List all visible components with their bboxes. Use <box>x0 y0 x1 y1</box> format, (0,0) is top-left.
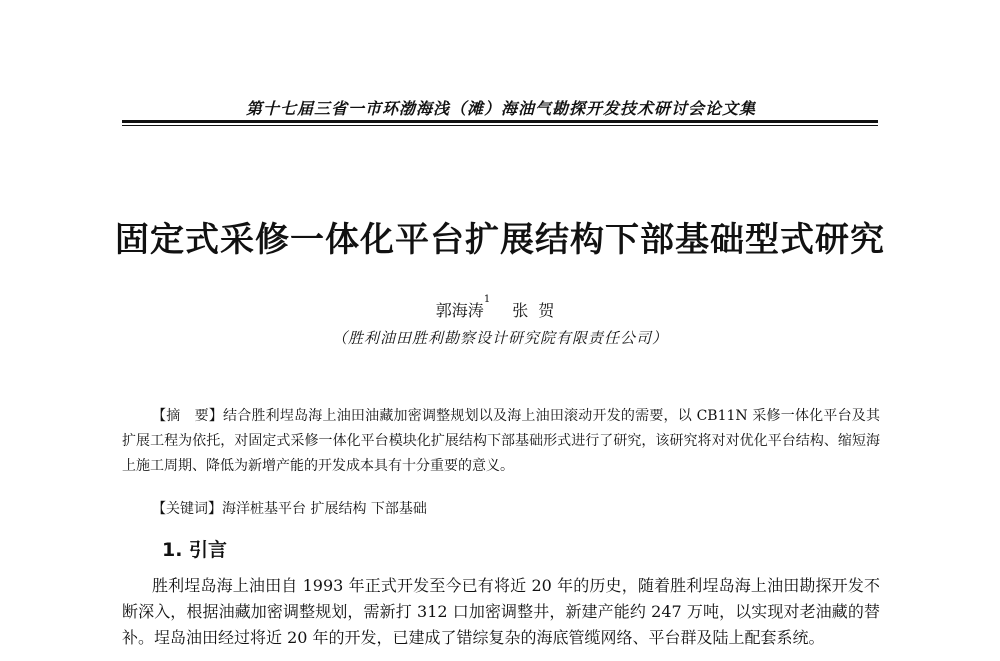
affiliation: （胜利油田胜利勘察设计研究院有限责任公司） <box>331 329 668 347</box>
author-1: 郭海涛 <box>435 301 484 320</box>
author-2: 张贺 <box>512 301 565 320</box>
keywords-paragraph <box>122 497 880 522</box>
running-header: 第十七届三省一市环渤海浅（滩）海油气勘探开发技术研讨会论文集 <box>245 99 756 118</box>
paper-title: 固定式采修一体化平台扩展结构下部基础型式研究 <box>115 220 885 260</box>
abstract-text: 结合胜利埕岛海上油田油藏加密调整规划以及海上油田滚动开发的需要，以 CB11N 采修一体化平台及其扩展工程为依托，对固定式采修一体化平台模块化扩展结构下部基础形式进行了研究，该研究将对对优化平台结构、缩短海上施工周期、降低为新增产能的开发成本具有十分重要的意义。 <box>122 408 880 474</box>
section-heading-introduction: 1. 引言 <box>162 539 228 561</box>
header-rule-thick <box>122 120 878 123</box>
keywords-text: 海洋桩基平台 扩展结构 下部基础 <box>222 501 427 517</box>
keywords-label: 【关键词】 <box>152 501 222 517</box>
author-line <box>0 293 1000 321</box>
author-1-affiliation-mark: 1 <box>483 293 491 305</box>
abstract-label: 【摘 要】 <box>152 408 224 424</box>
header-rule-thin <box>122 125 878 126</box>
introduction-paragraph: 胜利埕岛海上油田自 1993 年正式开发至今已有将近 20 年的历史，随着胜利埕岛海上油田勘探开发不断深入，根据油藏加密调整规划，需新打 312 口加密调整井，新建产能约 247 万吨，以实现对老油藏的替补。埕岛油田经过将近 20 年的开发，已建成了错综复杂的海底管缆网络、平台群及陆上配套系统。 <box>122 576 880 647</box>
abstract-paragraph <box>122 404 880 479</box>
